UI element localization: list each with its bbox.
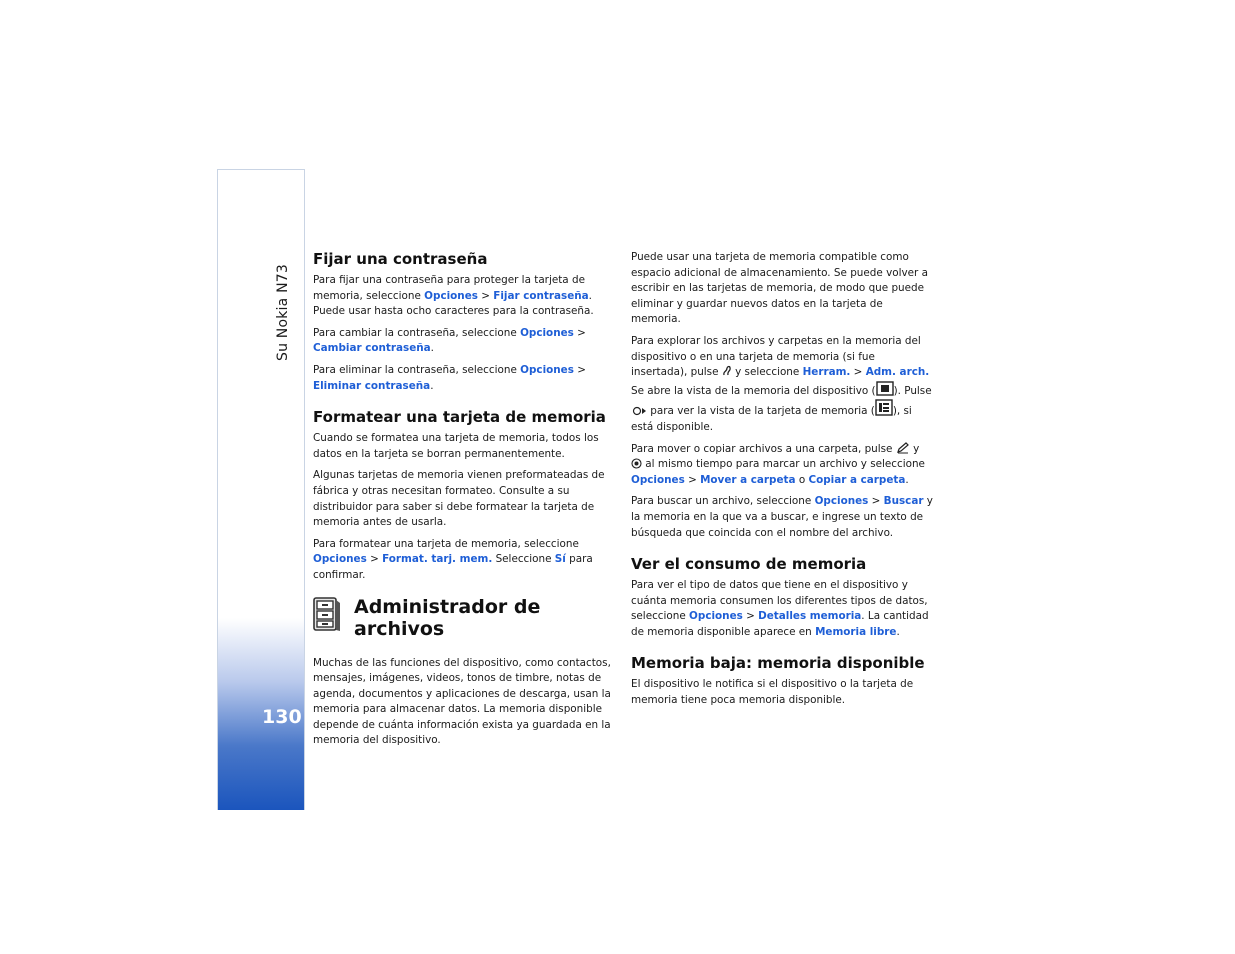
left-column: [313, 250, 615, 755]
paragraph: Para explorar los archivos y carpetas en la memoria del dispositivo o en una tarjeta de memoria (si fue insertada), pulse y seleccione Herram. > Adm. arch. Se abre la vista de la memoria del dispositivo ( ). Pulse para ver la vista de la tarjeta de memoria ( ), si está disponible.: [631, 334, 932, 433]
menu-path-copy-to-folder: Copiar a carpeta: [808, 473, 906, 486]
page-number: 130: [262, 706, 302, 728]
menu-path-options: Opciones: [631, 473, 685, 486]
menu-path-options: Opciones: [689, 610, 743, 623]
paragraph: Algunas tarjetas de memoria vienen preformateadas de fábrica y otras necesitan formateo. Consulte a su distribuidor para saber si debe formatear la tarjeta de memoria antes de usarla.: [313, 469, 605, 529]
menu-path-options: Opciones: [814, 495, 869, 508]
menu-path-tools: Herram.: [802, 366, 851, 379]
paragraph: Cuando se formatea una tarjeta de memoria, todos los datos en la tarjeta se borran permanentemente.: [313, 432, 599, 460]
phone-memory-icon: [876, 381, 894, 396]
menu-path-format-card: Format. tarj. mem.: [382, 553, 493, 566]
paragraph: Para formatear una tarjeta de memoria, seleccione Opciones > Format. tarj. mem. Seleccione Sí para confirmar.: [313, 537, 593, 581]
menu-path-move-to-folder: Mover a carpeta: [700, 473, 796, 486]
paragraph: Puede usar una tarjeta de memoria compatible como espacio adicional de almacenamiento. Se puede volver a escribir en las tarjetas de memoria, de modo que puede eliminar y guardar nuevos datos en la tarjeta de memoria.: [631, 251, 928, 326]
menu-path-file-manager: Adm. arch.: [865, 366, 930, 379]
memory-card-icon: [875, 399, 893, 416]
menu-path-free-memory: Memoria libre: [815, 625, 897, 638]
menu-path-change-password: Cambiar contraseña: [313, 342, 431, 355]
menu-path-options: Opciones: [520, 363, 574, 376]
menu-path-set-password: Fijar contraseña: [493, 289, 589, 302]
section-heading-low-memory: Memoria baja: memoria disponible: [631, 654, 925, 673]
menu-key-icon: [722, 365, 732, 377]
right-column: [631, 250, 933, 715]
paragraph: El dispositivo le notifica si el dispositivo o la tarjeta de memoria tiene poca memoria disponible.: [631, 678, 914, 707]
chapter-title: Administrador de archivos: [354, 595, 541, 640]
joystick-right-icon: [631, 406, 647, 416]
edit-key-icon: [896, 442, 910, 454]
paragraph: Para cambiar la contraseña, seleccione Opciones > Cambiar contraseña.: [313, 326, 586, 355]
menu-path-memory-details: Detalles memoria: [758, 610, 862, 623]
paragraph: Para fijar una contraseña para proteger la tarjeta de memoria, seleccione Opciones > Fijar contraseña. Puede usar hasta ocho caracteres para la contraseña.: [313, 274, 594, 318]
menu-path-options: Opciones: [424, 289, 478, 302]
menu-path-find: Buscar: [883, 495, 924, 508]
menu-path-options: Opciones: [313, 553, 367, 566]
paragraph: Para buscar un archivo, seleccione Opciones > Buscar y la memoria en la que va a buscar, e ingrese un texto de búsqueda que coincida con el nombre del archivo.: [631, 495, 933, 539]
menu-path-options: Opciones: [520, 326, 574, 339]
select-key-icon: [631, 458, 642, 469]
section-heading-password: Fijar una contraseña: [313, 250, 488, 268]
paragraph: Para mover o copiar archivos a una carpeta, pulse y al mismo tiempo para marcar un archivo y seleccione Opciones > Mover a carpeta o Copiar a carpeta.: [631, 442, 925, 486]
menu-path-yes: Sí: [554, 553, 566, 566]
menu-path-remove-password: Eliminar contraseña: [313, 379, 431, 392]
section-heading-format: Formatear una tarjeta de memoria: [313, 408, 606, 427]
file-cabinet-icon: [313, 596, 341, 632]
section-heading-memory-usage: Ver el consumo de memoria: [631, 555, 867, 574]
paragraph: Muchas de las funciones del dispositivo, como contactos, mensajes, imágenes, videos, tonos de timbre, notas de agenda, documentos y aplicaciones de descarga, usan la memoria para almacenar datos. La memoria disponible depende de cuánta información exista ya guardada en la memoria del dispositivo.: [313, 656, 611, 747]
chapter-header: [313, 596, 615, 640]
sidebar-title: Su Nokia N73: [275, 264, 291, 361]
paragraph: Para ver el tipo de datos que tiene en el dispositivo y cuánta memoria consumen los diferentes tipos de datos, seleccione Opciones > Detalles memoria. La cantidad de memoria disponible aparece en Memoria libre.: [631, 579, 929, 638]
paragraph: Para eliminar la contraseña, seleccione Opciones > Eliminar contraseña.: [313, 363, 586, 392]
